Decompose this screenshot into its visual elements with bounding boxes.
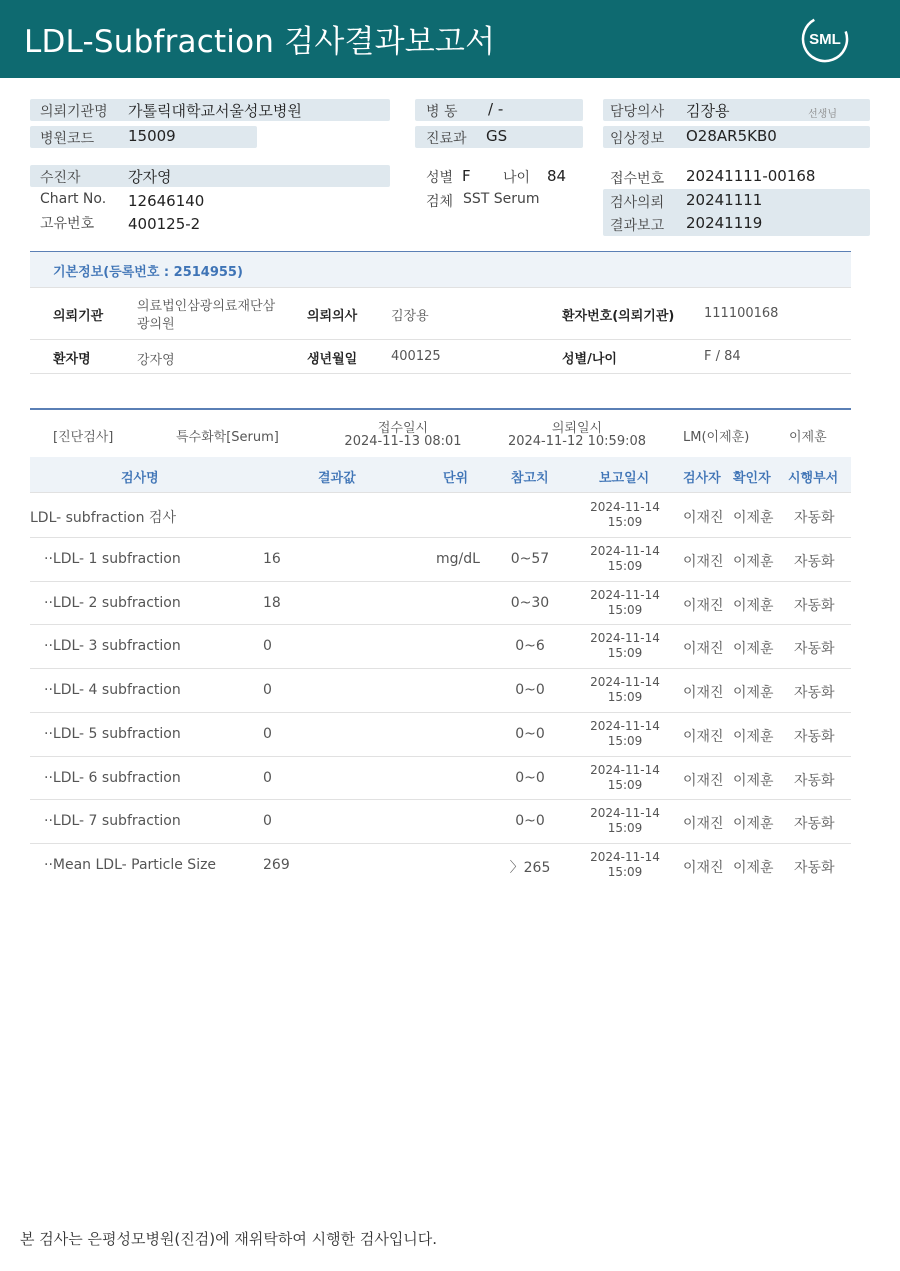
row-result-value: 0 <box>263 770 272 786</box>
request-value: 20241111 <box>686 191 763 209</box>
received-value: 2024-11-13 08:01 <box>344 434 462 449</box>
row-reference: 0~0 <box>515 770 545 786</box>
basic-info-title: 기본정보(등록번호 : 2514955) <box>53 265 243 280</box>
basic-patno-value: 111100168 <box>704 306 779 321</box>
basic-birth-value: 400125 <box>391 349 441 364</box>
row-result-value: 0 <box>263 682 272 698</box>
basic-sexage-label: 성별/나이 <box>562 352 617 367</box>
hospital-code-label: 병원코드 <box>40 131 95 147</box>
report-value: 20241119 <box>686 214 763 232</box>
table-row-divider <box>30 537 851 538</box>
row-checker: 이제훈 <box>733 729 774 745</box>
row-tester: 이재진 <box>683 729 724 745</box>
row-report-date: 2024-11-14 <box>590 631 660 645</box>
row-dept: 자동화 <box>794 685 835 701</box>
row-result-value: 269 <box>263 857 290 873</box>
table-row-divider <box>30 843 851 844</box>
doctor-label: 담당의사 <box>610 104 665 120</box>
row-test-name: ··LDL- 3 subfraction <box>44 638 181 654</box>
sml-logo-icon <box>800 14 850 64</box>
basic-sexage-value: F / 84 <box>704 349 741 364</box>
hospital-code-value: 15009 <box>128 127 176 145</box>
report-title: LDL-Subfraction 검사결과보고서 <box>24 24 496 60</box>
row-checker: 이제훈 <box>733 641 774 657</box>
row-reference: 0~0 <box>515 813 545 829</box>
col-header-name: 검사명 <box>121 471 159 486</box>
col-header-unit: 단위 <box>443 471 469 486</box>
row-unit: mg/dL <box>436 551 480 567</box>
basic-info-line-3 <box>30 373 851 374</box>
row-report-date: 2024-11-14 <box>590 500 660 514</box>
col-header-dept: 시행부서 <box>788 471 839 486</box>
department-label: 진료과 <box>426 131 467 147</box>
row-checker: 이제훈 <box>733 554 774 570</box>
chart-label: Chart No. <box>40 191 107 207</box>
row-report-time: 15:09 <box>607 865 643 879</box>
table-row-divider <box>30 756 851 757</box>
row-result-value: 0 <box>263 726 272 742</box>
row-dept: 자동화 <box>794 598 835 614</box>
row-tester: 이재진 <box>683 641 724 657</box>
row-report-date: 2024-11-14 <box>590 675 660 689</box>
row-report-time: 15:09 <box>607 821 643 835</box>
row-checker: 이제훈 <box>733 860 774 876</box>
patient-value: 강자영 <box>128 168 172 186</box>
row-dept: 자동화 <box>794 641 835 657</box>
test-meta-top-line <box>30 408 851 410</box>
col-header-report: 보고일시 <box>599 471 650 486</box>
basic-name-value: 강자영 <box>137 353 175 368</box>
row-test-name: LDL- subfraction 검사 <box>30 510 176 526</box>
patient-label: 수진자 <box>40 170 81 186</box>
col-header-ref: 참고치 <box>511 471 549 486</box>
patient-bar <box>30 165 390 187</box>
lm-label: LM(이제훈) <box>683 430 750 445</box>
row-report-time: 15:09 <box>607 515 643 529</box>
basic-doctor-label: 의뢰의사 <box>307 309 358 324</box>
clinical-label: 임상정보 <box>610 131 665 147</box>
row-report-date: 2024-11-14 <box>590 763 660 777</box>
received-label: 접수일시 <box>377 421 429 436</box>
sml-logo-text: SML <box>809 31 841 48</box>
row-tester: 이재진 <box>683 598 724 614</box>
report-header <box>0 0 900 78</box>
col-header-checker: 확인자 <box>733 471 771 486</box>
row-report-time: 15:09 <box>607 690 643 704</box>
basic-birth-label: 생년월일 <box>307 352 358 367</box>
col-header-tester: 검사자 <box>683 471 721 486</box>
row-test-name: ··LDL- 6 subfraction <box>44 770 181 786</box>
table-row-divider <box>30 712 851 713</box>
test-category: [진단검사] <box>53 430 114 445</box>
report-label: 결과보고 <box>610 218 665 234</box>
row-tester: 이재진 <box>683 773 724 789</box>
unique-label: 고유번호 <box>40 216 95 232</box>
row-dept: 자동화 <box>794 816 835 832</box>
row-tester: 이재진 <box>683 860 724 876</box>
row-reference: 0~0 <box>515 682 545 698</box>
row-report-date: 2024-11-14 <box>590 588 660 602</box>
row-tester: 이재진 <box>683 510 724 526</box>
request-label: 검사의뢰 <box>610 195 665 211</box>
row-test-name: ··LDL- 1 subfraction <box>44 551 181 567</box>
sex-label: 성별 <box>426 170 454 186</box>
table-row-divider <box>30 799 851 800</box>
table-row-divider <box>30 581 851 582</box>
row-dept: 자동화 <box>794 860 835 876</box>
row-reference: 0~6 <box>515 638 545 654</box>
row-result-value: 0 <box>263 638 272 654</box>
row-tester: 이재진 <box>683 685 724 701</box>
row-checker: 이제훈 <box>733 816 774 832</box>
row-checker: 이제훈 <box>733 598 774 614</box>
row-reference: 0~0 <box>515 726 545 742</box>
doctor-suffix: 선생님 <box>808 109 837 120</box>
row-test-name: ··LDL- 4 subfraction <box>44 682 181 698</box>
doctor-value: 김장용 <box>686 102 730 120</box>
basic-doctor-value: 김장용 <box>391 309 429 324</box>
row-test-name: ··LDL- 5 subfraction <box>44 726 181 742</box>
specimen-label: 검체 <box>426 194 454 210</box>
lm-name: 이제훈 <box>789 430 827 445</box>
row-dept: 자동화 <box>794 773 835 789</box>
row-report-date: 2024-11-14 <box>590 850 660 864</box>
row-dept: 자동화 <box>794 510 835 526</box>
row-report-time: 15:09 <box>607 734 643 748</box>
institution-label: 의뢰기관명 <box>40 104 108 120</box>
row-dept: 자동화 <box>794 729 835 745</box>
row-reference: 0~57 <box>510 551 550 567</box>
col-header-result: 결과값 <box>318 471 356 486</box>
receipt-value: 20241111-00168 <box>686 167 816 185</box>
row-reference: 〉265 <box>509 860 551 876</box>
ward-value: / - <box>488 100 504 118</box>
basic-inst-label: 의뢰기관 <box>53 309 104 324</box>
ward-label: 병 동 <box>426 104 458 120</box>
table-row-divider <box>30 624 851 625</box>
row-result-value: 18 <box>263 595 281 611</box>
basic-info-line-2 <box>30 339 851 340</box>
chart-value: 12646140 <box>128 192 205 210</box>
basic-inst-value-1: 의료법인삼광의료재단삼 <box>137 299 276 314</box>
row-report-time: 15:09 <box>607 646 643 660</box>
unique-value: 400125-2 <box>128 215 201 233</box>
row-result-value: 0 <box>263 813 272 829</box>
row-tester: 이재진 <box>683 816 724 832</box>
table-header-bottom-line <box>30 492 851 493</box>
row-test-name: ··LDL- 7 subfraction <box>44 813 181 829</box>
receipt-label: 접수번호 <box>610 171 665 187</box>
sex-value: F <box>462 167 471 185</box>
row-test-name: ··Mean LDL- Particle Size <box>44 857 217 873</box>
table-row-divider <box>30 668 851 669</box>
row-reference: 0~30 <box>510 595 550 611</box>
requested-value: 2024-11-12 10:59:08 <box>507 434 647 449</box>
row-result-value: 16 <box>263 551 281 567</box>
row-checker: 이제훈 <box>733 685 774 701</box>
age-value: 84 <box>547 167 567 185</box>
basic-inst-value-2: 광의원 <box>137 317 175 332</box>
row-report-time: 15:09 <box>607 603 643 617</box>
row-report-date: 2024-11-14 <box>590 719 660 733</box>
row-tester: 이재진 <box>683 554 724 570</box>
row-checker: 이제훈 <box>733 510 774 526</box>
row-report-time: 15:09 <box>607 778 643 792</box>
basic-info-line-1 <box>30 287 851 288</box>
clinical-value: O28AR5KB0 <box>686 127 777 145</box>
basic-name-label: 환자명 <box>53 352 91 367</box>
specimen-value: SST Serum <box>463 191 540 207</box>
row-report-date: 2024-11-14 <box>590 806 660 820</box>
institution-value: 가톨릭대학교서울성모병원 <box>128 102 302 120</box>
row-test-name: ··LDL- 2 subfraction <box>44 595 181 611</box>
requested-label: 의뢰일시 <box>551 421 603 436</box>
department-value: GS <box>486 127 508 145</box>
row-dept: 자동화 <box>794 554 835 570</box>
row-checker: 이제훈 <box>733 773 774 789</box>
row-report-time: 15:09 <box>607 559 643 573</box>
test-type: 특수화학[Serum] <box>176 430 279 445</box>
basic-patno-label: 환자번호(의뢰기관) <box>562 309 675 324</box>
footer-note: 본 검사는 은평성모병원(진검)에 재위탁하여 시행한 검사입니다. <box>20 1230 438 1248</box>
row-report-date: 2024-11-14 <box>590 544 660 558</box>
age-label: 나이 <box>503 170 531 186</box>
